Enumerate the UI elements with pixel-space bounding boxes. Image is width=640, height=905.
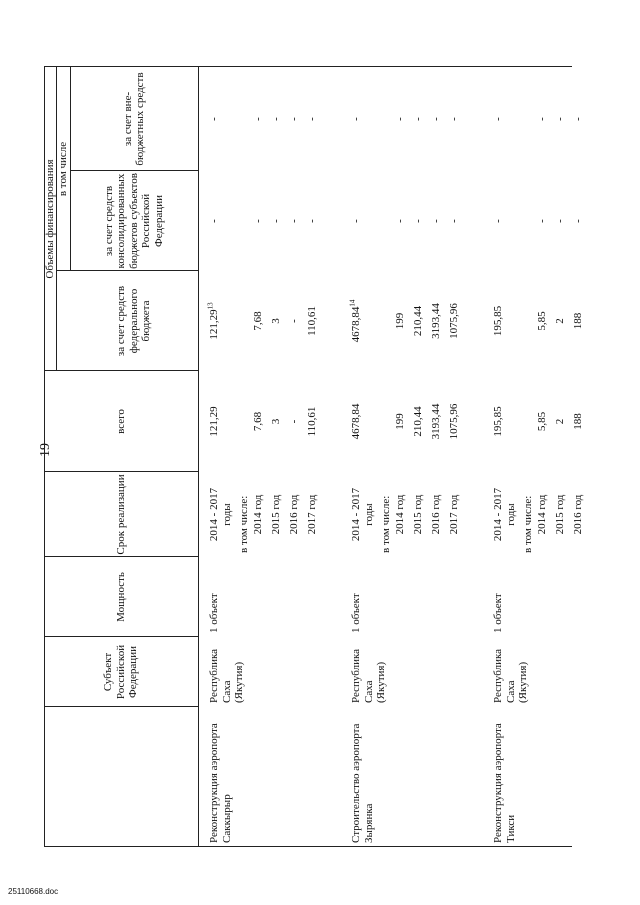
- extra-cell: -: [554, 117, 566, 121]
- federal-cell: 2: [554, 318, 566, 324]
- period-cell: 2016 год: [288, 494, 300, 535]
- page-number: 19: [38, 443, 53, 457]
- total-cell: 3: [270, 418, 282, 425]
- regional-cell: -: [350, 219, 362, 223]
- period-cell: 2017 год: [306, 494, 318, 535]
- table-left-border: [44, 846, 572, 847]
- extra-cell: -: [208, 117, 220, 121]
- extra-cell: -: [492, 117, 504, 121]
- period-cell: 2015 год: [554, 494, 566, 535]
- federal-cell: 4678,84$^{14}$: [348, 299, 362, 343]
- row-name: Реконструкция аэропорта Тикси: [492, 723, 517, 843]
- extra-cell: -: [288, 117, 300, 121]
- row-name: Строительство аэропорта Зырянка: [350, 723, 375, 843]
- federal-cell: 1075,96: [448, 303, 460, 339]
- federal-cell: 7,68: [252, 311, 264, 331]
- regional-cell: -: [306, 219, 318, 223]
- federal-cell: 188: [572, 312, 584, 330]
- header-regional: за счет средств консолидированных бюджетов субъектов Российской Федерации: [102, 173, 165, 269]
- federal-cell: 110,61: [306, 306, 318, 336]
- footnote-marker: 13: [206, 302, 215, 310]
- regional-cell: -: [252, 219, 264, 223]
- period-cell: 2015 год: [412, 494, 424, 535]
- extra-cell: -: [270, 117, 282, 121]
- header-including: в том числе: [56, 141, 69, 197]
- total-cell: 210,44: [412, 406, 424, 437]
- row-subject: Республика Саха (Якутия): [350, 648, 387, 703]
- total-cell: 4678,84: [350, 403, 362, 440]
- period-cell: 2014 - 2017 годы: [492, 487, 517, 542]
- regional-cell: -: [430, 219, 442, 223]
- federal-cell: 199: [394, 312, 406, 330]
- period-cell: 2014 - 2017 годы: [350, 487, 375, 542]
- extra-cell: -: [350, 117, 362, 121]
- regional-cell: -: [554, 219, 566, 223]
- regional-cell: -: [270, 219, 282, 223]
- period-cell: 2016 год: [572, 494, 584, 535]
- period-cell: 2014 год: [252, 494, 264, 535]
- total-cell: 7,68: [252, 411, 264, 432]
- total-cell: 199: [394, 413, 406, 430]
- period-cell: 2014 - 2017 годы: [208, 487, 233, 542]
- period-subheading: в том числе:: [238, 495, 250, 553]
- period-cell: 2015 год: [270, 494, 282, 535]
- total-cell: 195,85: [492, 406, 504, 437]
- footnote-marker: 14: [348, 299, 357, 307]
- extra-cell: -: [306, 117, 318, 121]
- regional-cell: -: [448, 219, 460, 223]
- extra-cell: -: [536, 117, 548, 121]
- regional-cell: -: [412, 219, 424, 223]
- period-cell: 2014 год: [536, 494, 548, 535]
- header-capacity: Мощность: [114, 572, 127, 622]
- header-column-divider: [56, 270, 198, 271]
- regional-cell: -: [288, 219, 300, 223]
- regional-cell: -: [208, 219, 220, 223]
- extra-cell: -: [448, 117, 460, 121]
- federal-cell: 3: [270, 318, 282, 324]
- header-extra: за счет вне-бюджетных средств: [121, 72, 146, 166]
- period-subheading: в том числе:: [380, 495, 392, 553]
- extra-cell: -: [394, 117, 406, 121]
- extra-cell: -: [430, 117, 442, 121]
- regional-cell: -: [394, 219, 406, 223]
- row-capacity: 1 объект: [208, 593, 220, 633]
- row-capacity: 1 объект: [350, 593, 362, 633]
- total-cell: -: [288, 419, 300, 424]
- total-cell: 2: [554, 418, 566, 425]
- federal-cell: 5,85: [536, 311, 548, 331]
- total-cell: 1075,96: [448, 403, 460, 440]
- regional-cell: -: [536, 219, 548, 223]
- extra-cell: -: [572, 117, 584, 121]
- total-cell: 110,61: [306, 406, 318, 437]
- period-cell: 2017 год: [448, 494, 460, 535]
- extra-cell: -: [412, 117, 424, 121]
- period-subheading: в том числе:: [522, 495, 534, 553]
- document-id: 25110668.doc: [8, 887, 59, 896]
- total-cell: 188: [572, 413, 584, 430]
- extra-cell: -: [252, 117, 264, 121]
- period-cell: 2016 год: [430, 494, 442, 535]
- period-cell: 2014 год: [394, 494, 406, 535]
- header-period: Срок реализации: [114, 474, 127, 555]
- total-cell: 5,85: [536, 411, 548, 432]
- federal-cell: 121,29$^{13}$: [206, 302, 220, 340]
- federal-cell: 195,85: [492, 305, 504, 337]
- header-total: всего: [114, 409, 127, 434]
- federal-cell: 3193,44: [430, 303, 442, 339]
- row-capacity: 1 объект: [492, 593, 504, 633]
- regional-cell: -: [572, 219, 584, 223]
- federal-cell: -: [288, 319, 300, 323]
- regional-cell: -: [492, 219, 504, 223]
- federal-cell: 210,44: [412, 305, 424, 337]
- total-cell: 3193,44: [430, 403, 442, 440]
- header-subject: Субъект Российской Федерации: [102, 644, 140, 700]
- header-column-divider: [70, 170, 198, 171]
- row-subject: Республика Саха (Якутия): [492, 648, 529, 703]
- total-cell: 121,29: [208, 406, 220, 437]
- header-federal: за счет средств федерального бюджета: [115, 285, 153, 357]
- header-bottom-rule: [198, 67, 199, 847]
- header-funding: Объемы финансирования: [43, 159, 56, 279]
- row-name: Реконструкция аэропорта Саккырыр: [208, 723, 233, 843]
- row-subject: Республика Саха (Якутия): [208, 648, 245, 703]
